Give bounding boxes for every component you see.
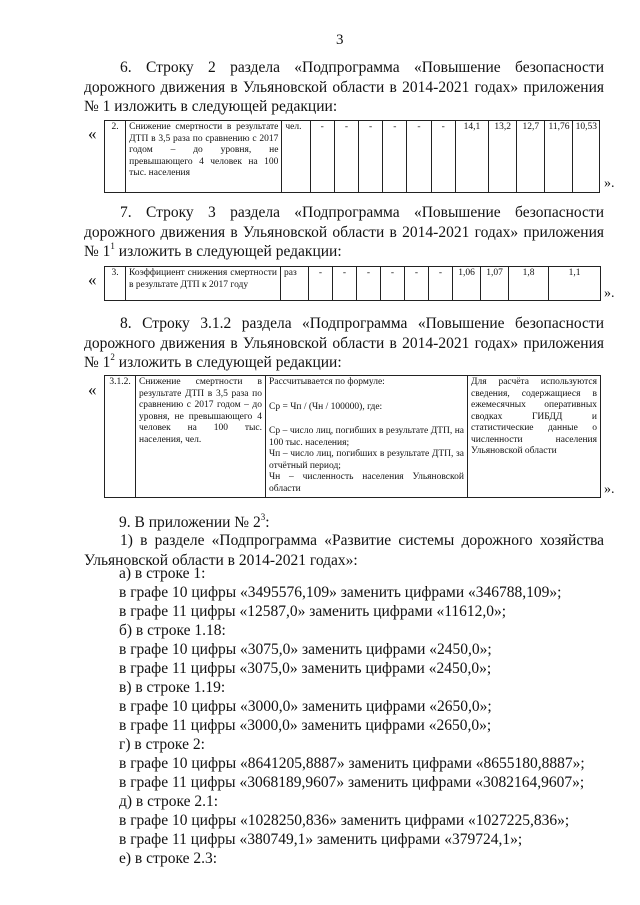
indicator-name: Коэффициент снижения смертности в результате ДТП к 2017 году <box>126 267 281 301</box>
value-cell: - <box>309 267 333 301</box>
item-9-heading: 9. В приложении № $2^3$: <box>119 512 270 531</box>
table-row-3-1-2 <box>104 375 601 498</box>
value-cell: 1,06 <box>453 267 481 301</box>
list-item: в графе 10 цифры «3000,0» заменить цифрами «2650,0»; <box>119 698 492 715</box>
close-quote: ». <box>604 176 615 191</box>
definition-cp: Ср – число лиц, погибших в результате ДТП, на 100 тыс. населения; <box>269 426 464 448</box>
list-item: в графе 11 цифры «380749,1» заменить цифрами «379724,1»; <box>119 831 523 848</box>
value-cell: - <box>334 121 358 193</box>
table-row-3 <box>104 266 601 301</box>
list-item: в графе 11 цифры «3068189,9607» заменить цифрами «3082164,9607»; <box>119 774 585 791</box>
value-cell: - <box>310 121 334 193</box>
value-cell: 13,2 <box>489 121 517 193</box>
row-number: 2. <box>105 121 126 193</box>
value-cell: 10,53 <box>572 121 599 193</box>
list-item: е) в строке 2.3: <box>119 850 218 867</box>
value-cell: - <box>381 267 405 301</box>
value-cell: 1,8 <box>509 267 549 301</box>
formula: Ср = Чп / (Чн / 100000), где: <box>269 401 383 412</box>
close-quote: ». <box>604 286 615 301</box>
value-cell: 14,1 <box>455 121 488 193</box>
open-quote: « <box>88 380 97 399</box>
value-cell: - <box>359 121 383 193</box>
unit-cell: раз <box>281 267 309 301</box>
list-item: а) в строке 1: <box>119 565 206 582</box>
definition-chn: Чн – численность населения Ульяновской области <box>269 472 464 494</box>
value-cell: 12,7 <box>517 121 545 193</box>
page-number: 3 <box>336 32 344 48</box>
table-row-2 <box>104 120 600 193</box>
item-8-text: 8. Строку 3.1.2 раздела «Подпрограмма «Повышение безопасности дорожного движения в Ульяновской области в 2014-2021 годах» приложения № $1^2$ изложить в следующей редакции: <box>84 315 604 371</box>
formula-title: Рассчитывается по формуле: <box>269 377 385 387</box>
value-cell: - <box>405 267 429 301</box>
open-quote: « <box>88 270 97 289</box>
close-quote: ». <box>604 482 615 497</box>
value-cell: 1,07 <box>481 267 509 301</box>
value-cell: - <box>333 267 357 301</box>
list-item: в графе 11 цифры «3075,0» заменить цифрами «2450,0»; <box>119 660 492 677</box>
indicator-name: Снижение смертности в результате ДТП в 3,5 раза по сравнению с 2017 годом – до уровня, не превышающего 4 человек на 100 тыс. населения <box>126 121 282 193</box>
value-cell: - <box>407 121 431 193</box>
item-6-text: 6. Строку 2 раздела «Подпрограмма «Повышение безопасности дорожного движения в Ульяновской области в 2014-2021 годах» приложения № 1 изложить в следующей редакции: <box>84 59 604 115</box>
list-item: в графе 10 цифры «3495576,109» заменить цифрами «346788,109»; <box>119 584 562 601</box>
item-7-text: 7. Строку 3 раздела «Подпрограмма «Повышение безопасности дорожного движения в Ульяновской области в 2014-2021 годах» приложения № $1^1$ изложить в следующей редакции: <box>84 204 604 260</box>
value-cell: 1,1 <box>549 267 601 301</box>
value-cell: - <box>383 121 407 193</box>
list-item: д) в строке 2.1: <box>119 793 219 810</box>
list-item: в графе 11 цифры «3000,0» заменить цифрами «2650,0»; <box>119 717 492 734</box>
indicator-name: Снижение смертности в результате ДТП в 3,5 раза по сравнению с 2017 годом – до уровня, не превышающего 4 человек на 100 тыс. населения, чел. <box>136 376 266 498</box>
data-source-cell: Для расчёта используются сведения, содержащиеся в ежемесячных оперативных сводках ГИБДД и статистические данные о численности населения Ульяновской области <box>468 376 601 498</box>
list-item: в графе 10 цифры «1028250,836» заменить цифрами «1027225,836»; <box>119 812 570 829</box>
list-item: б) в строке 1.18: <box>119 622 226 639</box>
row-number: 3.1.2. <box>105 376 136 498</box>
definition-chp: Чп – число лиц, погибших в результате ДТП, за отчётный период; <box>269 449 464 471</box>
open-quote: « <box>88 124 97 143</box>
row-number: 3. <box>105 267 126 301</box>
formula-cell <box>266 376 468 498</box>
list-item: в) в строке 1.19: <box>119 679 226 696</box>
list-item: в графе 10 цифры «3075,0» заменить цифрами «2450,0»; <box>119 641 492 658</box>
unit-cell: чел. <box>282 121 310 193</box>
value-cell: - <box>431 121 455 193</box>
item-9-intro: 1) в разделе «Подпрограмма «Развитие системы дорожного хозяйства Ульяновской области в 2014-2021 годах»: <box>84 532 604 569</box>
value-cell: - <box>429 267 453 301</box>
list-item: в графе 11 цифры «12587,0» заменить цифрами «11612,0»; <box>119 603 507 620</box>
value-cell: - <box>357 267 381 301</box>
list-item: в графе 10 цифры «8641205,8887» заменить цифрами «8655180,8887»; <box>119 755 585 772</box>
value-cell: 11,76 <box>545 121 572 193</box>
list-item: г) в строке 2: <box>119 736 205 753</box>
